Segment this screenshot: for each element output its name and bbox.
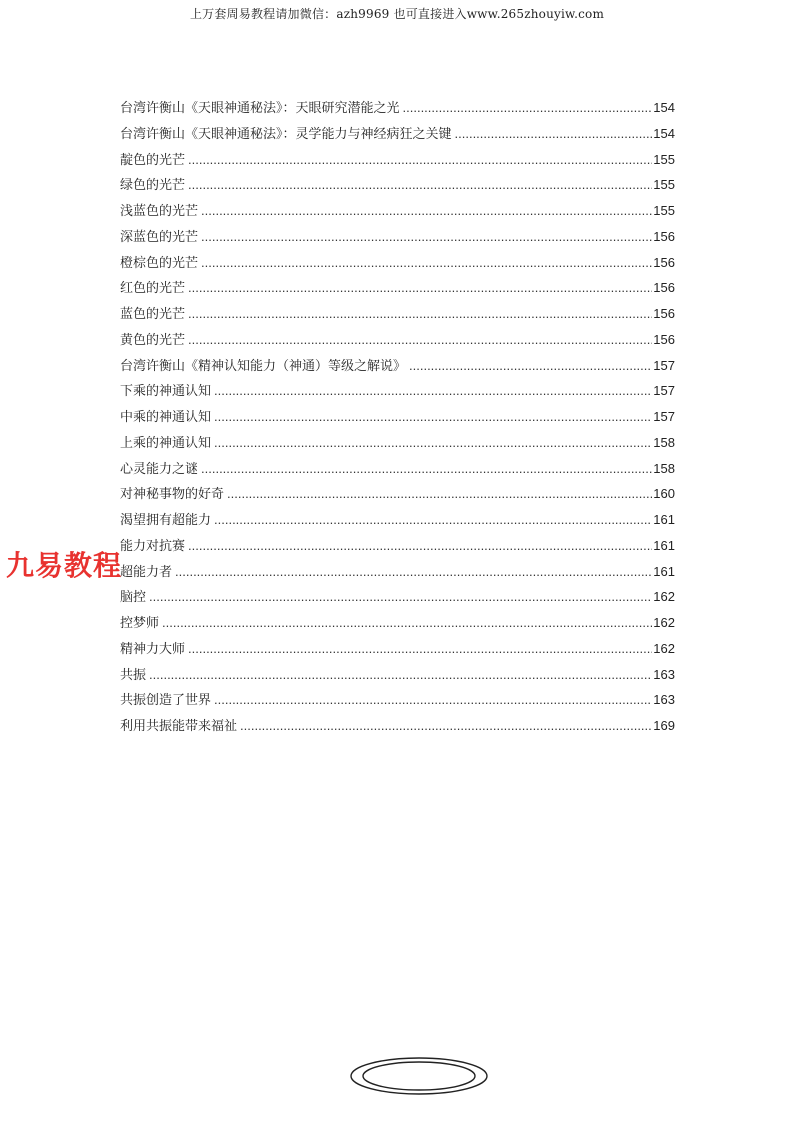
toc-entry-title: 上乘的神通认知 <box>120 435 212 451</box>
toc-entry[interactable] <box>120 533 675 559</box>
toc-dot-leader <box>149 584 652 610</box>
toc-dot-leader <box>201 224 652 250</box>
toc-entry-title: 脑控 <box>120 590 147 606</box>
toc-dot-leader <box>162 610 652 636</box>
toc-dot-leader <box>201 250 652 276</box>
toc-entry[interactable] <box>120 430 675 456</box>
toc-entry-title: 共振 <box>120 667 147 683</box>
toc-entry[interactable] <box>120 662 675 688</box>
toc-entry-page: 155 <box>653 177 675 193</box>
toc-entry-page: 158 <box>653 460 675 476</box>
toc-entry-title: 蓝色的光芒 <box>120 307 186 322</box>
toc-entry[interactable] <box>120 610 675 636</box>
toc-entry-title: 黄色的光芒 <box>120 332 186 348</box>
toc-entry-page: 156 <box>653 306 675 321</box>
toc-entry-title: 台湾许衡山《精神认知能力（神通）等级之解说》 <box>120 358 407 374</box>
toc-entry[interactable] <box>120 121 675 147</box>
toc-entry[interactable] <box>120 378 675 404</box>
toc-entry-title: 台湾许衡山《天眼神通秘法》：天眼研究潜能之光 <box>120 101 400 116</box>
toc-entry[interactable] <box>120 95 675 121</box>
toc-entry-page: 161 <box>653 512 675 527</box>
toc-dot-leader <box>201 198 652 224</box>
toc-dot-leader <box>188 147 652 173</box>
watermark-logo: 九易教程 <box>6 549 123 582</box>
toc-entry[interactable] <box>120 250 675 276</box>
toc-entry-page: 157 <box>653 409 675 424</box>
toc-entry-title: 橙棕色的光芒 <box>120 255 199 271</box>
toc-entry-page: 163 <box>653 666 675 682</box>
toc-entry[interactable] <box>120 224 675 250</box>
toc-entry-page: 156 <box>653 280 675 296</box>
toc-entry-page: 169 <box>653 718 675 733</box>
toc-entry-page: 156 <box>653 228 675 244</box>
toc-entry-page: 161 <box>653 563 675 579</box>
toc-entry[interactable] <box>120 481 675 507</box>
toc-dot-leader <box>403 95 653 121</box>
toc-dot-leader <box>188 301 652 327</box>
toc-dot-leader <box>175 559 652 585</box>
footer-ornament-icon <box>349 1056 489 1096</box>
toc-entry-page: 157 <box>653 383 675 399</box>
toc-entry[interactable] <box>120 147 675 173</box>
toc-entry-title: 红色的光芒 <box>120 281 186 297</box>
toc-entry-title: 深蓝色的光芒 <box>120 229 199 245</box>
toc-entry-page: 154 <box>653 125 675 141</box>
toc-entry-title: 绿色的光芒 <box>120 178 186 194</box>
toc-dot-leader <box>214 430 652 456</box>
toc-entry-page: 163 <box>653 692 675 708</box>
toc-entry-page: 158 <box>653 434 675 450</box>
toc-entry[interactable] <box>120 301 675 327</box>
toc-entry[interactable] <box>120 584 675 610</box>
toc-entry-page: 155 <box>653 203 675 218</box>
toc-entry[interactable] <box>120 507 675 533</box>
toc-entry[interactable] <box>120 327 675 353</box>
toc-entry-title: 能力对抗赛 <box>120 538 186 554</box>
toc-dot-leader <box>188 275 652 301</box>
toc-dot-leader <box>188 327 652 353</box>
toc-entry[interactable] <box>120 456 675 482</box>
toc-dot-leader <box>214 507 652 533</box>
toc-dot-leader <box>201 456 652 482</box>
toc-dot-leader <box>214 404 652 430</box>
toc-entry-title: 中乘的神通认知 <box>120 410 212 425</box>
toc-entry-page: 162 <box>653 589 675 605</box>
toc-dot-leader <box>149 662 652 688</box>
toc-entry-title: 下乘的神通认知 <box>120 384 212 400</box>
toc-entry-page: 154 <box>653 100 675 115</box>
toc-dot-leader <box>455 121 653 147</box>
toc-entry-title: 渴望拥有超能力 <box>120 513 212 528</box>
toc-entry-title: 台湾许衡山《天眼神通秘法》：灵学能力与神经病狂之关键 <box>120 126 452 142</box>
toc-entry-page: 162 <box>653 615 675 630</box>
toc-entry-title: 心灵能力之谜 <box>120 461 199 477</box>
toc-entry[interactable] <box>120 636 675 662</box>
toc-entry[interactable] <box>120 353 675 379</box>
toc-dot-leader <box>188 636 652 662</box>
toc-entry[interactable] <box>120 275 675 301</box>
table-of-contents <box>120 95 675 739</box>
toc-entry-page: 155 <box>653 151 675 167</box>
toc-entry-page: 162 <box>653 640 675 656</box>
toc-entry[interactable] <box>120 713 675 739</box>
toc-dot-leader <box>227 481 652 507</box>
toc-dot-leader <box>188 172 652 198</box>
toc-dot-leader <box>409 353 652 379</box>
toc-entry-title: 靛色的光芒 <box>120 152 186 168</box>
toc-dot-leader <box>240 713 652 739</box>
toc-entry[interactable] <box>120 687 675 713</box>
toc-entry-title: 共振创造了世界 <box>120 693 212 709</box>
toc-dot-leader <box>188 533 652 559</box>
toc-dot-leader <box>214 687 652 713</box>
toc-entry[interactable] <box>120 198 675 224</box>
toc-entry-page: 157 <box>653 357 675 373</box>
page-header: 上万套周易教程请加微信：azh9969 也可直接进入www.265zhouyiw.com <box>189 7 605 21</box>
toc-entry-title: 利用共振能带来福祉 <box>120 719 238 734</box>
toc-entry-title: 精神力大师 <box>120 641 186 657</box>
toc-entry[interactable] <box>120 559 675 585</box>
toc-entry-title: 控梦师 <box>120 616 160 631</box>
toc-entry-page: 156 <box>653 254 675 270</box>
toc-dot-leader <box>214 378 652 404</box>
toc-entry[interactable] <box>120 172 675 198</box>
toc-entry-page: 161 <box>653 537 675 553</box>
toc-entry-title: 对神秘事物的好奇 <box>120 487 225 503</box>
toc-entry[interactable] <box>120 404 675 430</box>
toc-entry-page: 156 <box>653 331 675 347</box>
toc-entry-page: 160 <box>653 486 675 502</box>
toc-entry-title: 超能力者 <box>120 564 173 580</box>
toc-entry-title: 浅蓝色的光芒 <box>120 204 199 219</box>
